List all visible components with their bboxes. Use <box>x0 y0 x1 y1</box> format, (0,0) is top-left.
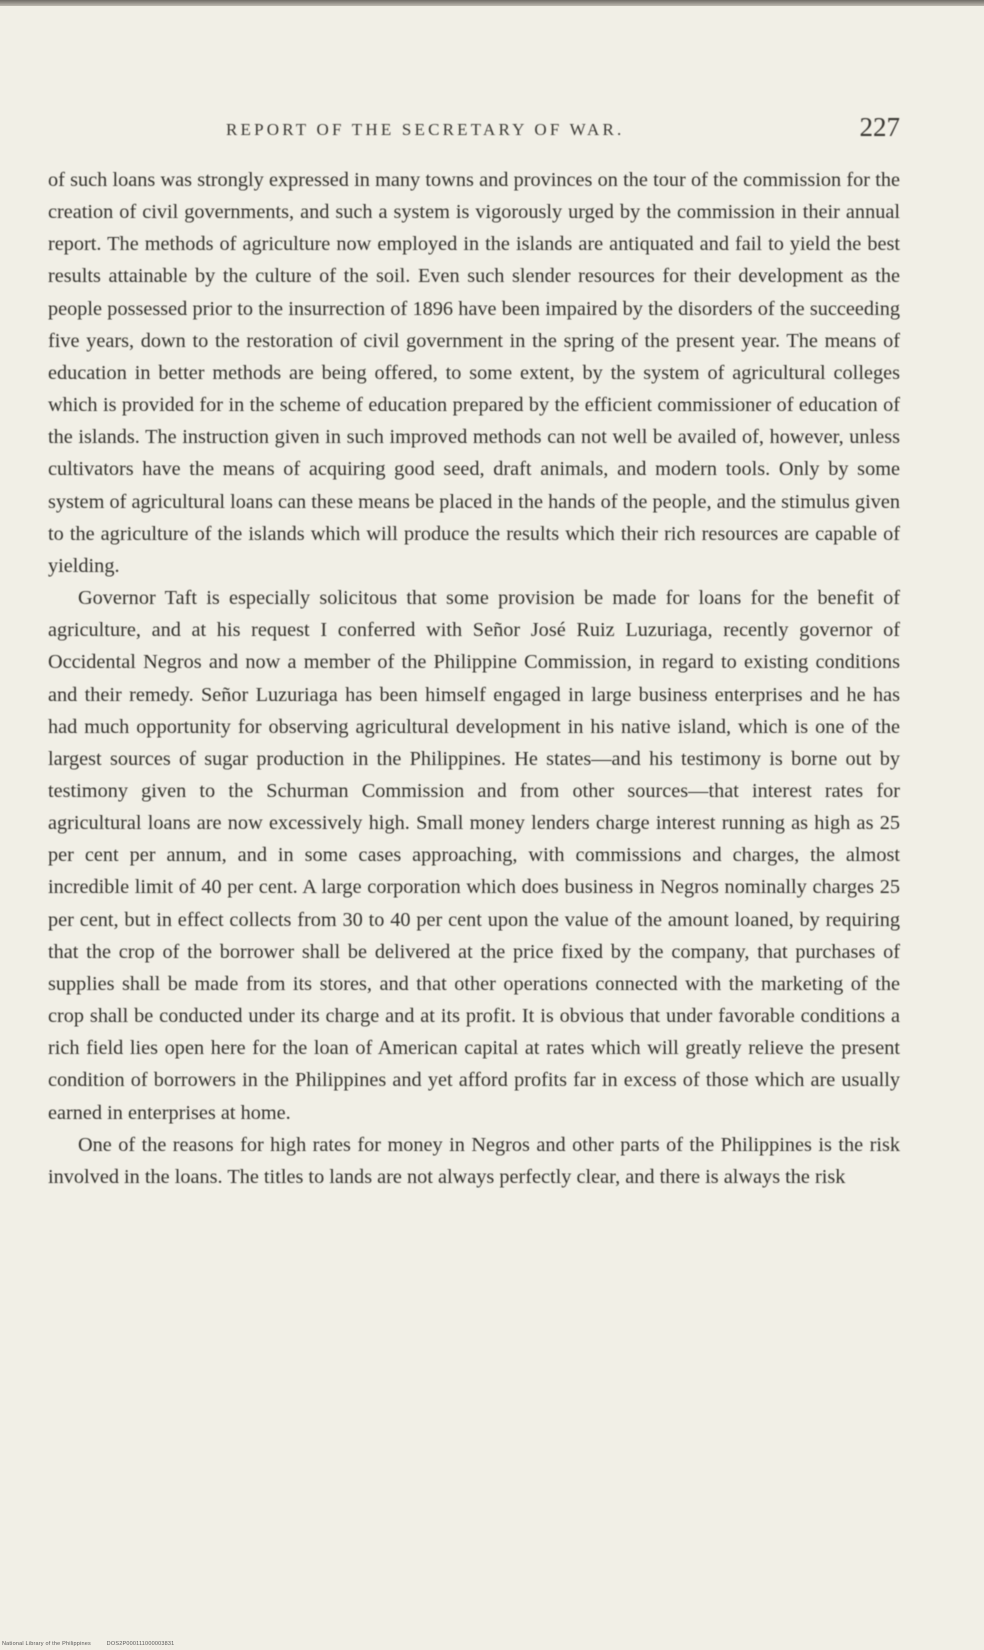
running-title: REPORT OF THE SECRETARY OF WAR. <box>226 120 625 139</box>
body-text <box>48 164 900 1193</box>
paragraph-continued: of such loans was strongly expressed in many towns and provinces on the tour of the commission for the creation of civil governments, and such a system is vigorously urged by the commission in their annual report. The methods of agriculture now employed in the islands are antiquated and fail to yield the best results attainable by the culture of the soil. Even such slender resources for their development as the people possessed prior to the insurrection of 1896 have been impaired by the disorders of the succeeding five years, down to the restoration of civil government in the spring of the present year. The means of education in better methods are being offered, to some extent, by the system of agricultural colleges which is provided for in the scheme of education prepared by the efficient commissioner of education of the islands. The instruction given in such improved methods can not well be availed of, however, unless cultivators have the means of acquiring good seed, draft animals, and modern tools. Only by some system of agricultural loans can these means be placed in the hands of the people, and the stimulus given to the agriculture of the islands which will produce the results which their rich resources are capable of yielding. <box>48 169 900 577</box>
scan-identifier: DOS2P000111000003831 <box>106 1641 175 1647</box>
paragraph-high-rates: One of the reasons for high rates for money in Negros and other parts of the Philippines is the risk involved in the loans. The titles to lands are not always perfectly clear, and there is always the risk <box>48 1133 900 1188</box>
page-number: 227 <box>859 112 900 142</box>
library-credit: National Library of the Philippines <box>2 1641 91 1647</box>
running-head <box>48 112 900 146</box>
paragraph-governor-taft: Governor Taft is especially solicitous that some provision be made for loans for the benefit of agriculture, and at his request I conferred with Señor José Ruiz Luzuriaga, recently governor of Occidental Negros and now a member of the Philippine Commission, in regard to existing conditions and their remedy. Señor Luzuriaga has been himself engaged in large business enterprises and he has had much opportunity for observing agricultural development in his native island, which is one of the largest sources of sugar production in the Philippines. He states—and his testimony is borne out by testimony given to the Schurman Commission and from other sources—that interest rates for agricultural loans are now excessively high. Small money lenders charge interest running as high as 25 per cent per annum, and in some cases approaching, with commissions and charges, the almost incredible limit of 40 per cent. A large corporation which does business in Negros nominally charges 25 per cent, but in effect collects from 30 to 40 per cent upon the value of the amount loaned, by requiring that the crop of the borrower shall be delivered at the price fixed by the company, that purchases of supplies shall be made from its stores, and that other operations connected with the marketing of the crop shall be conducted under its charge and at its profit. It is obvious that under favorable conditions a rich field lies open here for the loan of American capital at rates which will greatly relieve the present condition of borrowers in the Philippines and yet afford profits far in excess of those which are usually earned in enterprises at home. <box>48 587 900 1124</box>
scan-credit <box>2 1641 188 1647</box>
